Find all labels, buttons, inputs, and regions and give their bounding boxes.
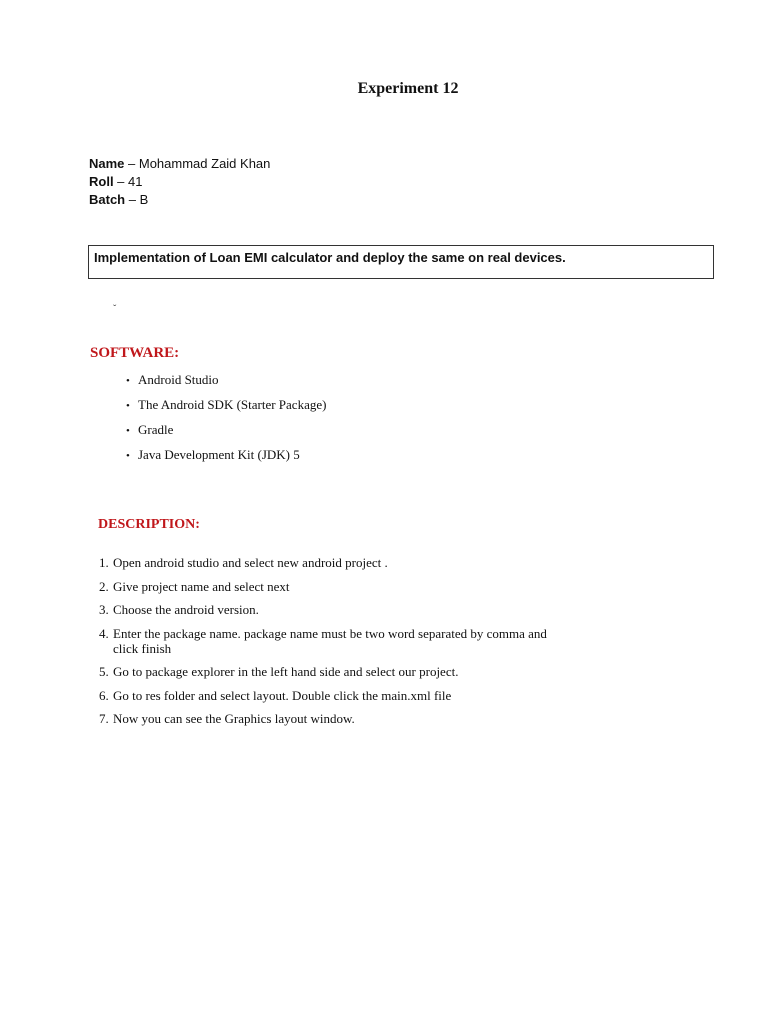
software-item: The Android SDK (Starter Package)	[138, 397, 327, 412]
step-text: Open android studio and select new android project .	[113, 555, 388, 570]
student-name-row	[89, 155, 270, 173]
list-item	[126, 397, 326, 422]
aim-box: Implementation of Loan EMI calculator and deploy the same on real devices.	[88, 245, 714, 279]
step-number: 4.	[99, 625, 109, 641]
step-number: 3.	[99, 602, 109, 617]
student-roll-row	[89, 173, 270, 191]
bullet-icon: •	[126, 400, 130, 412]
software-list	[126, 372, 326, 472]
page-title: Experiment 12	[357, 80, 459, 97]
bullet-icon: •	[126, 425, 130, 437]
step-text: Give project name and select next	[113, 578, 290, 594]
list-item	[99, 579, 599, 594]
step-text: Now you can see the Graphics layout window.	[113, 711, 355, 726]
software-heading: SOFTWARE:	[90, 345, 180, 361]
list-item	[99, 555, 599, 570]
list-item	[126, 447, 326, 472]
description-steps	[99, 555, 599, 735]
step-text: Choose the android version.	[113, 602, 259, 617]
roll-label: Roll	[89, 174, 114, 189]
list-item	[99, 688, 599, 703]
step-number: 7.	[99, 711, 109, 726]
list-item	[126, 372, 326, 397]
batch-label: Batch	[89, 192, 126, 207]
software-item: Android Studio	[138, 372, 219, 387]
list-item	[99, 664, 599, 679]
tick-mark: ˇ	[113, 304, 117, 315]
list-item	[126, 422, 326, 447]
name-label: Name	[89, 156, 125, 171]
batch-value: – B	[125, 192, 149, 207]
student-info	[89, 155, 270, 209]
list-item	[99, 711, 599, 726]
name-value: – Mohammad Zaid Khan	[124, 156, 271, 171]
bullet-icon: •	[126, 450, 130, 462]
step-text-continued: click finish	[113, 640, 172, 656]
bullet-icon: •	[126, 375, 130, 387]
step-text: Enter the package name. package name must be two word separated by comma and	[113, 625, 547, 641]
list-item	[99, 602, 599, 617]
step-text: Go to res folder and select layout. Double click the main.xml file	[113, 687, 452, 703]
step-number: 1.	[99, 555, 109, 570]
roll-value: – 41	[113, 174, 143, 189]
software-item: Gradle	[138, 422, 174, 437]
description-heading: DESCRIPTION:	[98, 517, 200, 532]
step-text: Go to package explorer in the left hand side and select our project.	[113, 664, 459, 679]
software-item: Java Development Kit (JDK) 5	[138, 447, 300, 462]
step-number: 2.	[99, 578, 109, 594]
student-batch-row	[89, 191, 270, 209]
list-item	[99, 626, 599, 656]
step-number: 5.	[99, 664, 109, 679]
step-number: 6.	[99, 687, 109, 703]
